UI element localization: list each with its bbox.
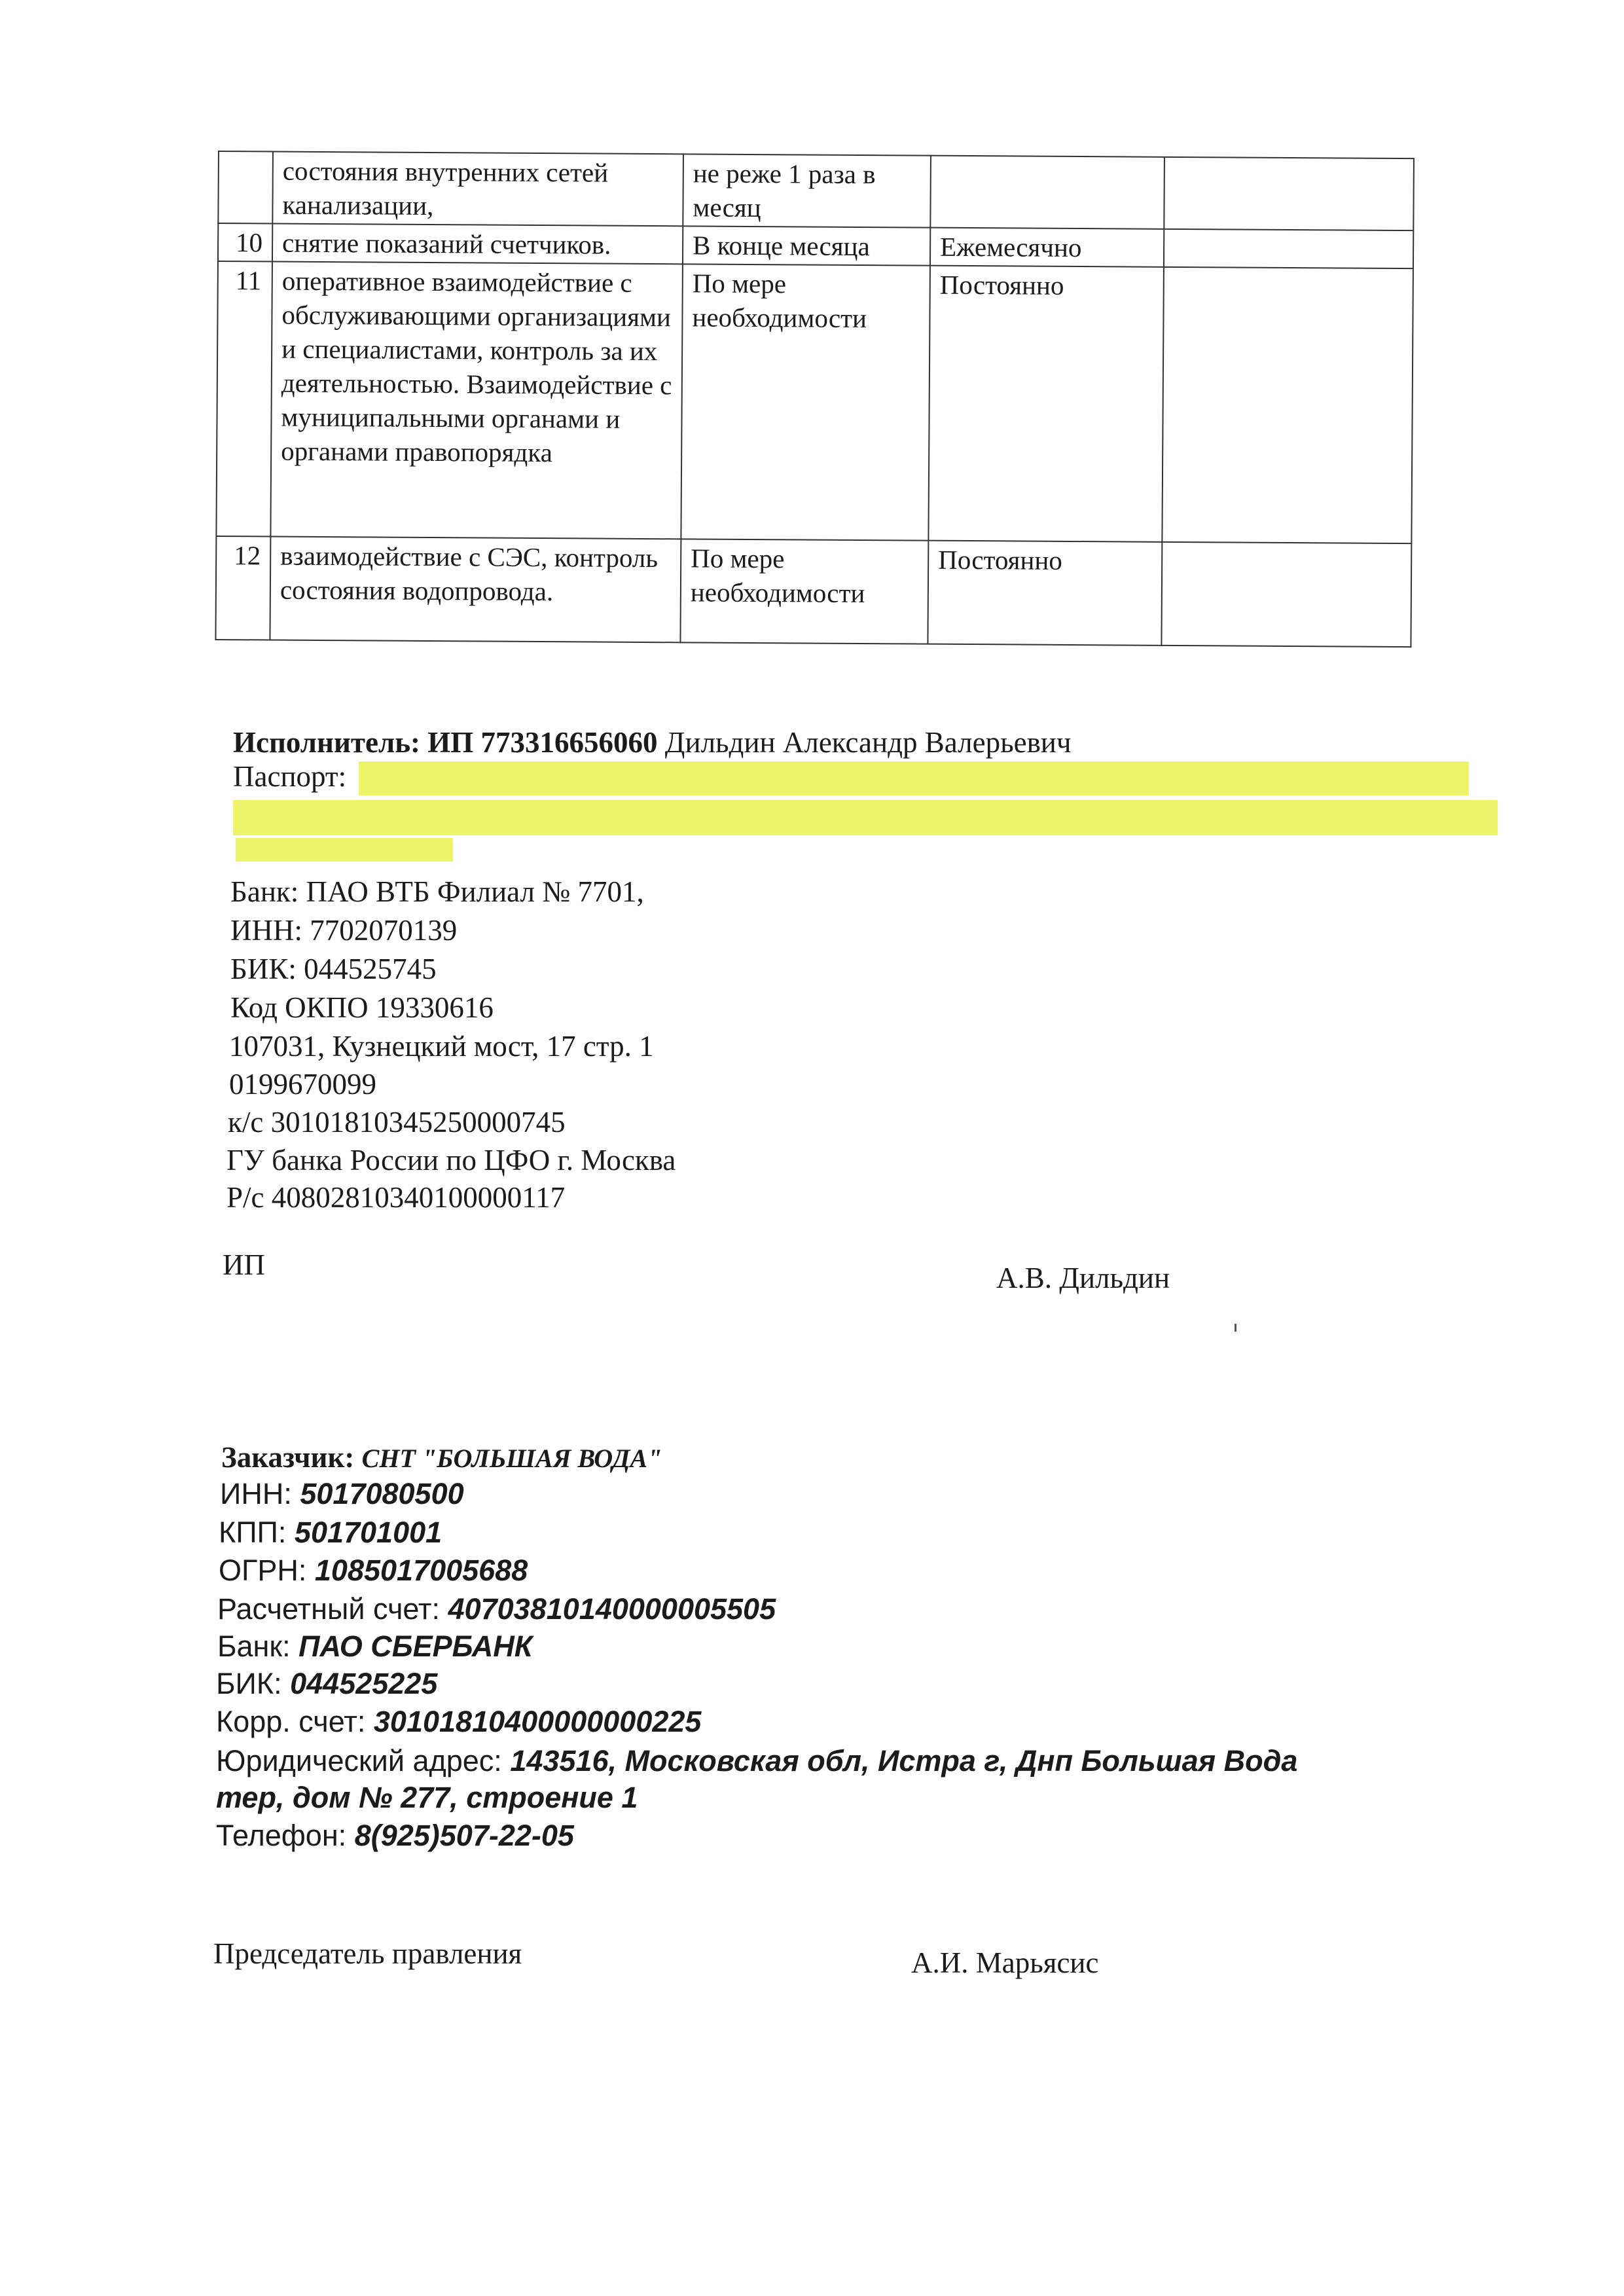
- table-row: [216, 261, 1413, 543]
- row-number: 10: [218, 223, 272, 262]
- customer-inn: ИНН: 5017080500: [220, 1477, 464, 1510]
- row-number: 12: [215, 536, 270, 640]
- contractor-rs: Р/с 40802810340100000117: [226, 1181, 566, 1214]
- table-row: [215, 536, 1411, 647]
- work-term: В конце месяца: [683, 226, 930, 265]
- row-number: [218, 151, 273, 224]
- work-description: оперативное взаимодействие с обслуживающими организациями и специалистами, контроль за их деятельностью. Взаимодействие с муниципальными органами и органами правопорядка: [270, 262, 683, 539]
- work-description: снятие показаний счетчиков.: [272, 224, 683, 264]
- contractor-gu: ГУ банка России по ЦФО г. Москва: [226, 1144, 676, 1176]
- customer-corr: Корр. счет: 30101810400000000225: [216, 1705, 702, 1738]
- contractor-ks: к/с 30101810345250000745: [228, 1106, 566, 1139]
- contractor-address: 107031, Кузнецкий мост, 17 стр. 1: [229, 1030, 654, 1063]
- contractor-ip: ИП 773316656060: [427, 726, 658, 759]
- customer-address: Юридический адрес: 143516, Московская обл, Истра г, Днп Большая Вода: [216, 1744, 1298, 1777]
- extra-cell: [1164, 157, 1414, 230]
- contractor-okpo: Код ОКПО 19330616: [230, 991, 494, 1024]
- services-table: [215, 151, 1415, 647]
- contractor-label: Исполнитель:: [233, 726, 421, 759]
- work-frequency: Постоянно: [928, 541, 1162, 646]
- work-term: По мере необходимости: [681, 264, 930, 540]
- extra-cell: [1162, 267, 1413, 543]
- customer-bik: БИК: 044525225: [216, 1667, 438, 1700]
- customer-heading: [221, 1440, 662, 1474]
- customer-phone: Телефон: 8(925)507-22-05: [216, 1819, 574, 1852]
- work-frequency: Постоянно: [928, 266, 1164, 542]
- contractor-bank: Банк: ПАО ВТБ Филиал № 7701,: [230, 875, 644, 908]
- customer-account: Расчетный счет: 40703810140000005505: [217, 1592, 776, 1626]
- customer-bank: Банк: ПАО СБЕРБАНК: [217, 1630, 533, 1663]
- contractor-sign-name: А.В. Дильдин: [996, 1262, 1170, 1294]
- customer-sign-name: А.И. Марьясис: [911, 1946, 1099, 1979]
- redaction-highlight: [359, 761, 1469, 795]
- passport-label: Паспорт:: [233, 760, 347, 793]
- contractor-inn: ИНН: 7702070139: [230, 914, 458, 947]
- contractor-bik: БИК: 044525745: [230, 953, 437, 985]
- work-description: взаимодействие с СЭС, контроль состояния водопровода.: [270, 537, 681, 643]
- redaction-highlight: [233, 800, 1498, 835]
- customer-name: СНТ "БОЛЬШАЯ ВОДА": [361, 1444, 662, 1473]
- work-description: состояния внутренних сетей канализации,: [272, 152, 683, 227]
- customer-label: Заказчик:: [221, 1441, 355, 1474]
- contractor-name: Дильдин Александр Валерьевич: [664, 726, 1072, 759]
- customer-kpp: КПП: 501701001: [219, 1516, 442, 1549]
- redaction-highlight: [236, 838, 453, 862]
- customer-address-line2: тер, дом № 277, строение 1: [216, 1781, 638, 1814]
- extra-cell: [1164, 229, 1413, 268]
- customer-sign-role: Председатель правления: [213, 1937, 522, 1970]
- contractor-sign-role: ИП: [223, 1248, 265, 1281]
- table-row: [218, 151, 1414, 230]
- work-frequency: [930, 156, 1164, 229]
- customer-ogrn: ОГРН: 1085017005688: [219, 1554, 528, 1587]
- row-number: 11: [216, 261, 272, 536]
- extra-cell: [1161, 542, 1411, 647]
- work-frequency: Ежемесячно: [930, 228, 1164, 267]
- scan-mark: [1235, 1324, 1236, 1332]
- work-term: По мере необходимости: [680, 539, 928, 644]
- work-term: не реже 1 раза в месяц: [683, 154, 931, 227]
- contractor-code: 0199670099: [229, 1068, 376, 1101]
- contractor-heading: [233, 725, 1072, 759]
